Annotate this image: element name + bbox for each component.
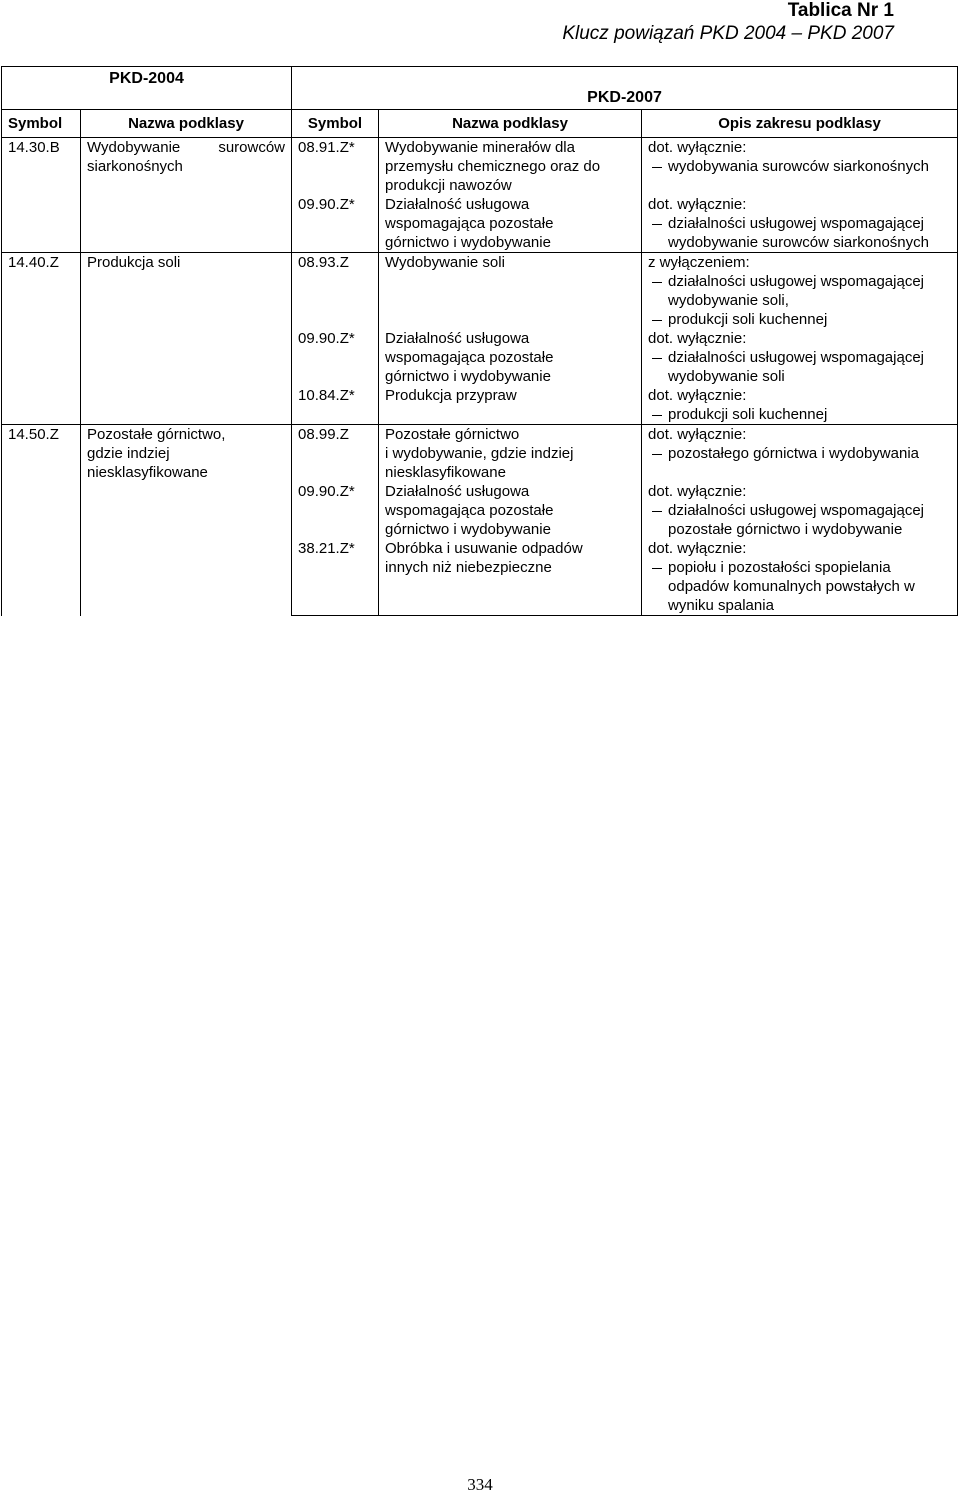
dash-bullet <box>652 167 662 168</box>
pkd2007-name <box>379 386 642 425</box>
dash-bullet <box>652 320 662 321</box>
dash-bullet <box>652 358 662 359</box>
text-line: działalności usługowej wspomagającej <box>668 215 924 232</box>
text-line: dot. wyłącznie: <box>648 540 747 557</box>
group-header-pkd2007: PKD-2007 <box>292 67 958 110</box>
scope-description <box>642 539 958 616</box>
text-line: i wydobywanie, gdzie indziej <box>385 445 574 462</box>
text-line: górnictwo i wydobywanie <box>385 521 551 538</box>
pkd2004-name <box>81 253 292 425</box>
dash-bullet <box>652 282 662 283</box>
pkd2007-name <box>379 253 642 330</box>
pkd2007-name <box>379 195 642 253</box>
scope-description <box>642 138 958 196</box>
column-header-symbol-2007: Symbol <box>292 110 379 138</box>
table-row <box>2 253 958 330</box>
pkd2004-symbol: 14.50.Z <box>2 425 81 616</box>
scope-description <box>642 425 958 483</box>
text-line: Wydobywanie soli <box>385 254 505 271</box>
pkd2007-symbol: 09.90.Z* <box>292 195 379 253</box>
text-line: działalności usługowej wspomagającej <box>668 349 924 366</box>
text-line: Wydobywanie minerałów dla <box>385 139 575 156</box>
pkd2007-symbol: 09.90.Z* <box>292 329 379 386</box>
text-line: wyniku spalania <box>668 597 774 614</box>
column-header-name-2004: Nazwa podklasy <box>81 110 292 138</box>
dash-bullet <box>652 454 662 455</box>
table-subtitle: Klucz powiązań PKD 2004 – PKD 2007 <box>562 23 894 44</box>
pkd2007-name <box>379 425 642 483</box>
text-line: produkcji nawozów <box>385 177 512 194</box>
text-line: Działalność usługowa <box>385 196 530 213</box>
text-line: niesklasyfikowane <box>385 464 506 481</box>
text-line: Produkcja przypraw <box>385 387 517 404</box>
text-line: dot. wyłącznie: <box>648 139 747 156</box>
text-line: wspomagająca pozostałe <box>385 349 554 366</box>
text-line: górnictwo i wydobywanie <box>385 368 551 385</box>
text-line: produkcji soli kuchennej <box>668 311 828 328</box>
text-line: odpadów komunalnych powstałych w <box>668 578 915 595</box>
text-line: dot. wyłącznie: <box>648 196 747 213</box>
text-line: dot. wyłącznie: <box>648 387 747 404</box>
text-line: wydobywanie surowców siarkonośnych <box>668 234 929 251</box>
text-line: z wyłączeniem: <box>648 254 750 271</box>
text-line: wydobywania surowców siarkonośnych <box>668 158 929 175</box>
text-line: niesklasyfikowane <box>87 464 208 481</box>
text-line: pozostałe górnictwo i wydobywanie <box>668 521 903 538</box>
pkd2007-symbol: 08.99.Z <box>292 425 379 483</box>
pkd2007-symbol: 38.21.Z* <box>292 539 379 616</box>
pkd2007-symbol: 10.84.Z* <box>292 386 379 425</box>
text-line: dot. wyłącznie: <box>648 483 747 500</box>
text-line: wspomagająca pozostałe <box>385 215 554 232</box>
scope-description <box>642 253 958 330</box>
scope-description <box>642 329 958 386</box>
text-line: Działalność usługowa <box>385 483 530 500</box>
group-header-pkd2004: PKD-2004 <box>2 67 292 110</box>
text-line: przemysłu chemicznego oraz do <box>385 158 601 175</box>
table-title: Tablica Nr 1 <box>787 0 894 21</box>
pkd2007-name <box>379 138 642 196</box>
text-line: produkcji soli kuchennej <box>668 406 828 423</box>
text-line: gdzie indziej <box>87 445 170 462</box>
text-line: działalności usługowej wspomagającej <box>668 502 924 519</box>
table-row <box>2 425 958 483</box>
dash-bullet <box>652 568 662 569</box>
pkd2007-symbol: 08.93.Z <box>292 253 379 330</box>
pkd2004-symbol: 14.40.Z <box>2 253 81 425</box>
dash-bullet <box>652 511 662 512</box>
text-line: innych niż niebezpieczne <box>385 559 552 576</box>
pkd2004-name <box>81 425 292 616</box>
text-line: wspomagająca pozostałe <box>385 502 554 519</box>
pkd-mapping-table <box>1 66 958 616</box>
column-header-symbol-2004: Symbol <box>2 110 81 138</box>
group-header-row <box>2 67 958 110</box>
text-line: Działalność usługowa <box>385 330 530 347</box>
scope-description <box>642 386 958 425</box>
text-line: pozostałego górnictwa i wydobywania <box>668 445 919 462</box>
pkd2004-name: Wydobywanie surowców siarkonośnych <box>81 138 292 253</box>
dash-bullet <box>652 415 662 416</box>
text-line: Pozostałe górnictwo <box>385 426 520 443</box>
column-header-description: Opis zakresu podklasy <box>642 110 958 138</box>
table-row <box>2 138 958 196</box>
dash-bullet <box>652 224 662 225</box>
scope-description <box>642 195 958 253</box>
page-header <box>562 0 894 46</box>
column-header-name-2007: Nazwa podklasy <box>379 110 642 138</box>
text-line: dot. wyłącznie: <box>648 330 747 347</box>
scope-description <box>642 482 958 539</box>
text-line: wydobywanie soli, <box>668 292 789 309</box>
text-line: działalności usługowej wspomagającej <box>668 273 924 290</box>
pkd2007-symbol: 09.90.Z* <box>292 482 379 539</box>
pkd2007-name <box>379 539 642 616</box>
pkd2007-name <box>379 329 642 386</box>
pkd2007-name <box>379 482 642 539</box>
text-line: Produkcja soli <box>87 254 181 271</box>
text-line: Obróbka i usuwanie odpadów <box>385 540 583 557</box>
column-header-row <box>2 110 958 138</box>
text-line: Pozostałe górnictwo, <box>87 426 226 443</box>
pkd2004-symbol: 14.30.B <box>2 138 81 253</box>
text-line: popiołu i pozostałości spopielania <box>668 559 891 576</box>
text-line: dot. wyłącznie: <box>648 426 747 443</box>
pkd2007-symbol: 08.91.Z* <box>292 138 379 196</box>
page-number: 334 <box>467 1475 493 1494</box>
text-line: górnictwo i wydobywanie <box>385 234 551 251</box>
text-line: wydobywanie soli <box>668 368 785 385</box>
